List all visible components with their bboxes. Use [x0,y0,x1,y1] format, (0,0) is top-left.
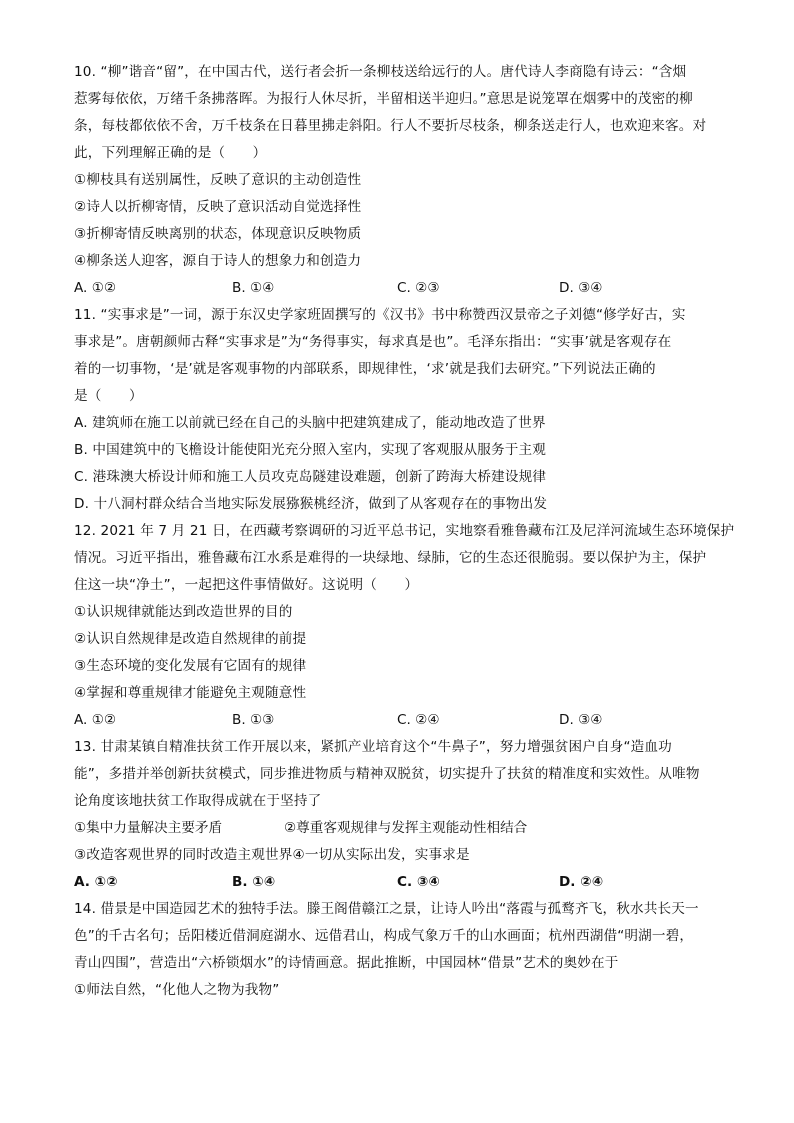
q11-stem-line: 着的一切事物，‘是’就是客观事物的内部联系，即规律性，‘求’就是我们去研究。”下列说法正确的 [74,361,656,377]
q10-option-d: D. ③④ [559,280,603,296]
q13-option-a: A. ①② [74,874,118,890]
q13-option-d: D. ②④ [559,874,604,890]
q13-item-2: ②尊重客观规律与发挥主观能动性相结合 [284,820,528,836]
q14-stem-line: 青山四围”，营造出“六桥锁烟水”的诗情画意。据此推断，中国园林“借景”艺术的奥妙在于 [74,955,619,971]
q10-stem-line: 此，下列理解正确的是（ ） [74,145,267,161]
q10-item: ①柳枝具有送别属性，反映了意识的主动创造性 [74,172,362,188]
q10-item: ③折柳寄情反映离别的状态，体现意识反映物质 [74,226,362,242]
q11-choice-c: C. 港珠澳大桥设计师和施工人员攻克岛隧建设难题，创新了跨海大桥建设规律 [74,469,547,485]
q12-item: ③生态环境的变化发展有它固有的规律 [74,658,307,674]
q13-option-c: C. ③④ [397,874,440,890]
q12-options [74,710,734,730]
q14-stem-line: 14. 借景是中国造园艺术的独特手法。滕王阁借赣江之景，让诗人吟出“落霞与孤鹜齐飞，秋水共长天一 [74,901,699,917]
q11-stem-line: 是（ ） [74,388,143,404]
q13-item-3-4: ③改造客观世界的同时改造主观世界④一切从实际出发，实事求是 [74,847,470,863]
q11-choice-a: A. 建筑师在施工以前就已经在自己的头脑中把建筑建成了，能动地改造了世界 [74,415,546,431]
q12-stem-line: 情况。习近平指出，雅鲁藏布江水系是难得的一块绿地、绿肺，它的生态还很脆弱。要以保护为主，保护 [74,550,707,566]
q13-item-1: ①集中力量解决主要矛盾 [74,820,223,836]
q11-stem-line: 11. “实事求是”一词，源于东汉史学家班固撰写的《汉书》书中称赞西汉景帝之子刘德“修学好古，实 [74,307,686,323]
q10-option-c: C. ②③ [397,280,440,296]
q11-choice-b: B. 中国建筑中的飞檐设计能使阳光充分照入室内，实现了客观服从服务于主观 [74,442,546,458]
q12-stem-line: 12. 2021 年 7 月 21 日，在西藏考察调研的习近平总书记，实地察看雅鲁藏布江及尼洋河流域生态环境保护 [74,523,735,539]
q13-option-b: B. ①④ [232,874,276,890]
q12-item: ②认识自然规律是改造自然规律的前提 [74,631,307,647]
q13-options [74,872,734,892]
q11-choice-d: D. 十八洞村群众结合当地实际发展猕猴桃经济，做到了从客观存在的事物出发 [74,496,548,512]
q12-option-d: D. ③④ [559,712,603,728]
q13-stem-line: 13. 甘肃某镇自精准扶贫工作开展以来，紧抓产业培育这个“牛鼻子”，努力增强贫困户自身“造血功 [74,739,672,755]
q11-stem-line: 事求是”。唐朝颜师古释“实事求是”为“务得事实，每求真是也”。毛泽东指出：“实事’就是客观存在 [74,334,672,350]
q10-option-b: B. ①④ [232,280,275,296]
q12-option-a: A. ①② [74,712,117,728]
q12-item: ①认识规律就能达到改造世界的目的 [74,604,293,620]
q12-stem-line: 住这一块“净土”，一起把这件事情做好。这说明（ ） [74,577,419,593]
q10-stem-line: 惹雾每依依，万绪千条拂落晖。为报行人休尽折，半留相送半迎归。”意思是说笼罩在烟雾中的茂密的柳 [74,91,693,107]
q13-stem-line: 能”，多措并举创新扶贫模式，同步推进物质与精神双脱贫，切实提升了扶贫的精准度和实效性。从唯物 [74,766,700,782]
q10-options [74,278,734,298]
q13-stem-line: 论角度该地扶贫工作取得成就在于坚持了 [74,793,322,809]
q14-item: ①师法自然，“化他人之物为我物” [74,982,280,998]
q12-item: ④掌握和尊重规律才能避免主观随意性 [74,685,307,701]
q13-items-row [74,818,734,838]
q10-option-a: A. ①② [74,280,117,296]
q10-item: ②诗人以折柳寄情，反映了意识活动自觉选择性 [74,199,362,215]
q12-option-c: C. ②④ [397,712,440,728]
q10-stem-line: 条，每枝都依依不舍，万千枝条在日暮里拂走斜阳。行人不要折尽枝条，柳条送走行人，也欢迎来客。对 [74,118,707,134]
q10-item: ④柳条送人迎客，源自于诗人的想象力和创造力 [74,253,362,269]
q14-stem-line: 色”的千古名句；岳阳楼近借洞庭湖水、远借君山，构成气象万千的山水画面；杭州西湖借“明湖一碧， [74,928,694,944]
q10-stem-line: 10. “柳”谐音“留”，在中国古代，送行者会折一条柳枝送给远行的人。唐代诗人李商隐有诗云：“含烟 [74,64,687,80]
q12-option-b: B. ①③ [232,712,275,728]
